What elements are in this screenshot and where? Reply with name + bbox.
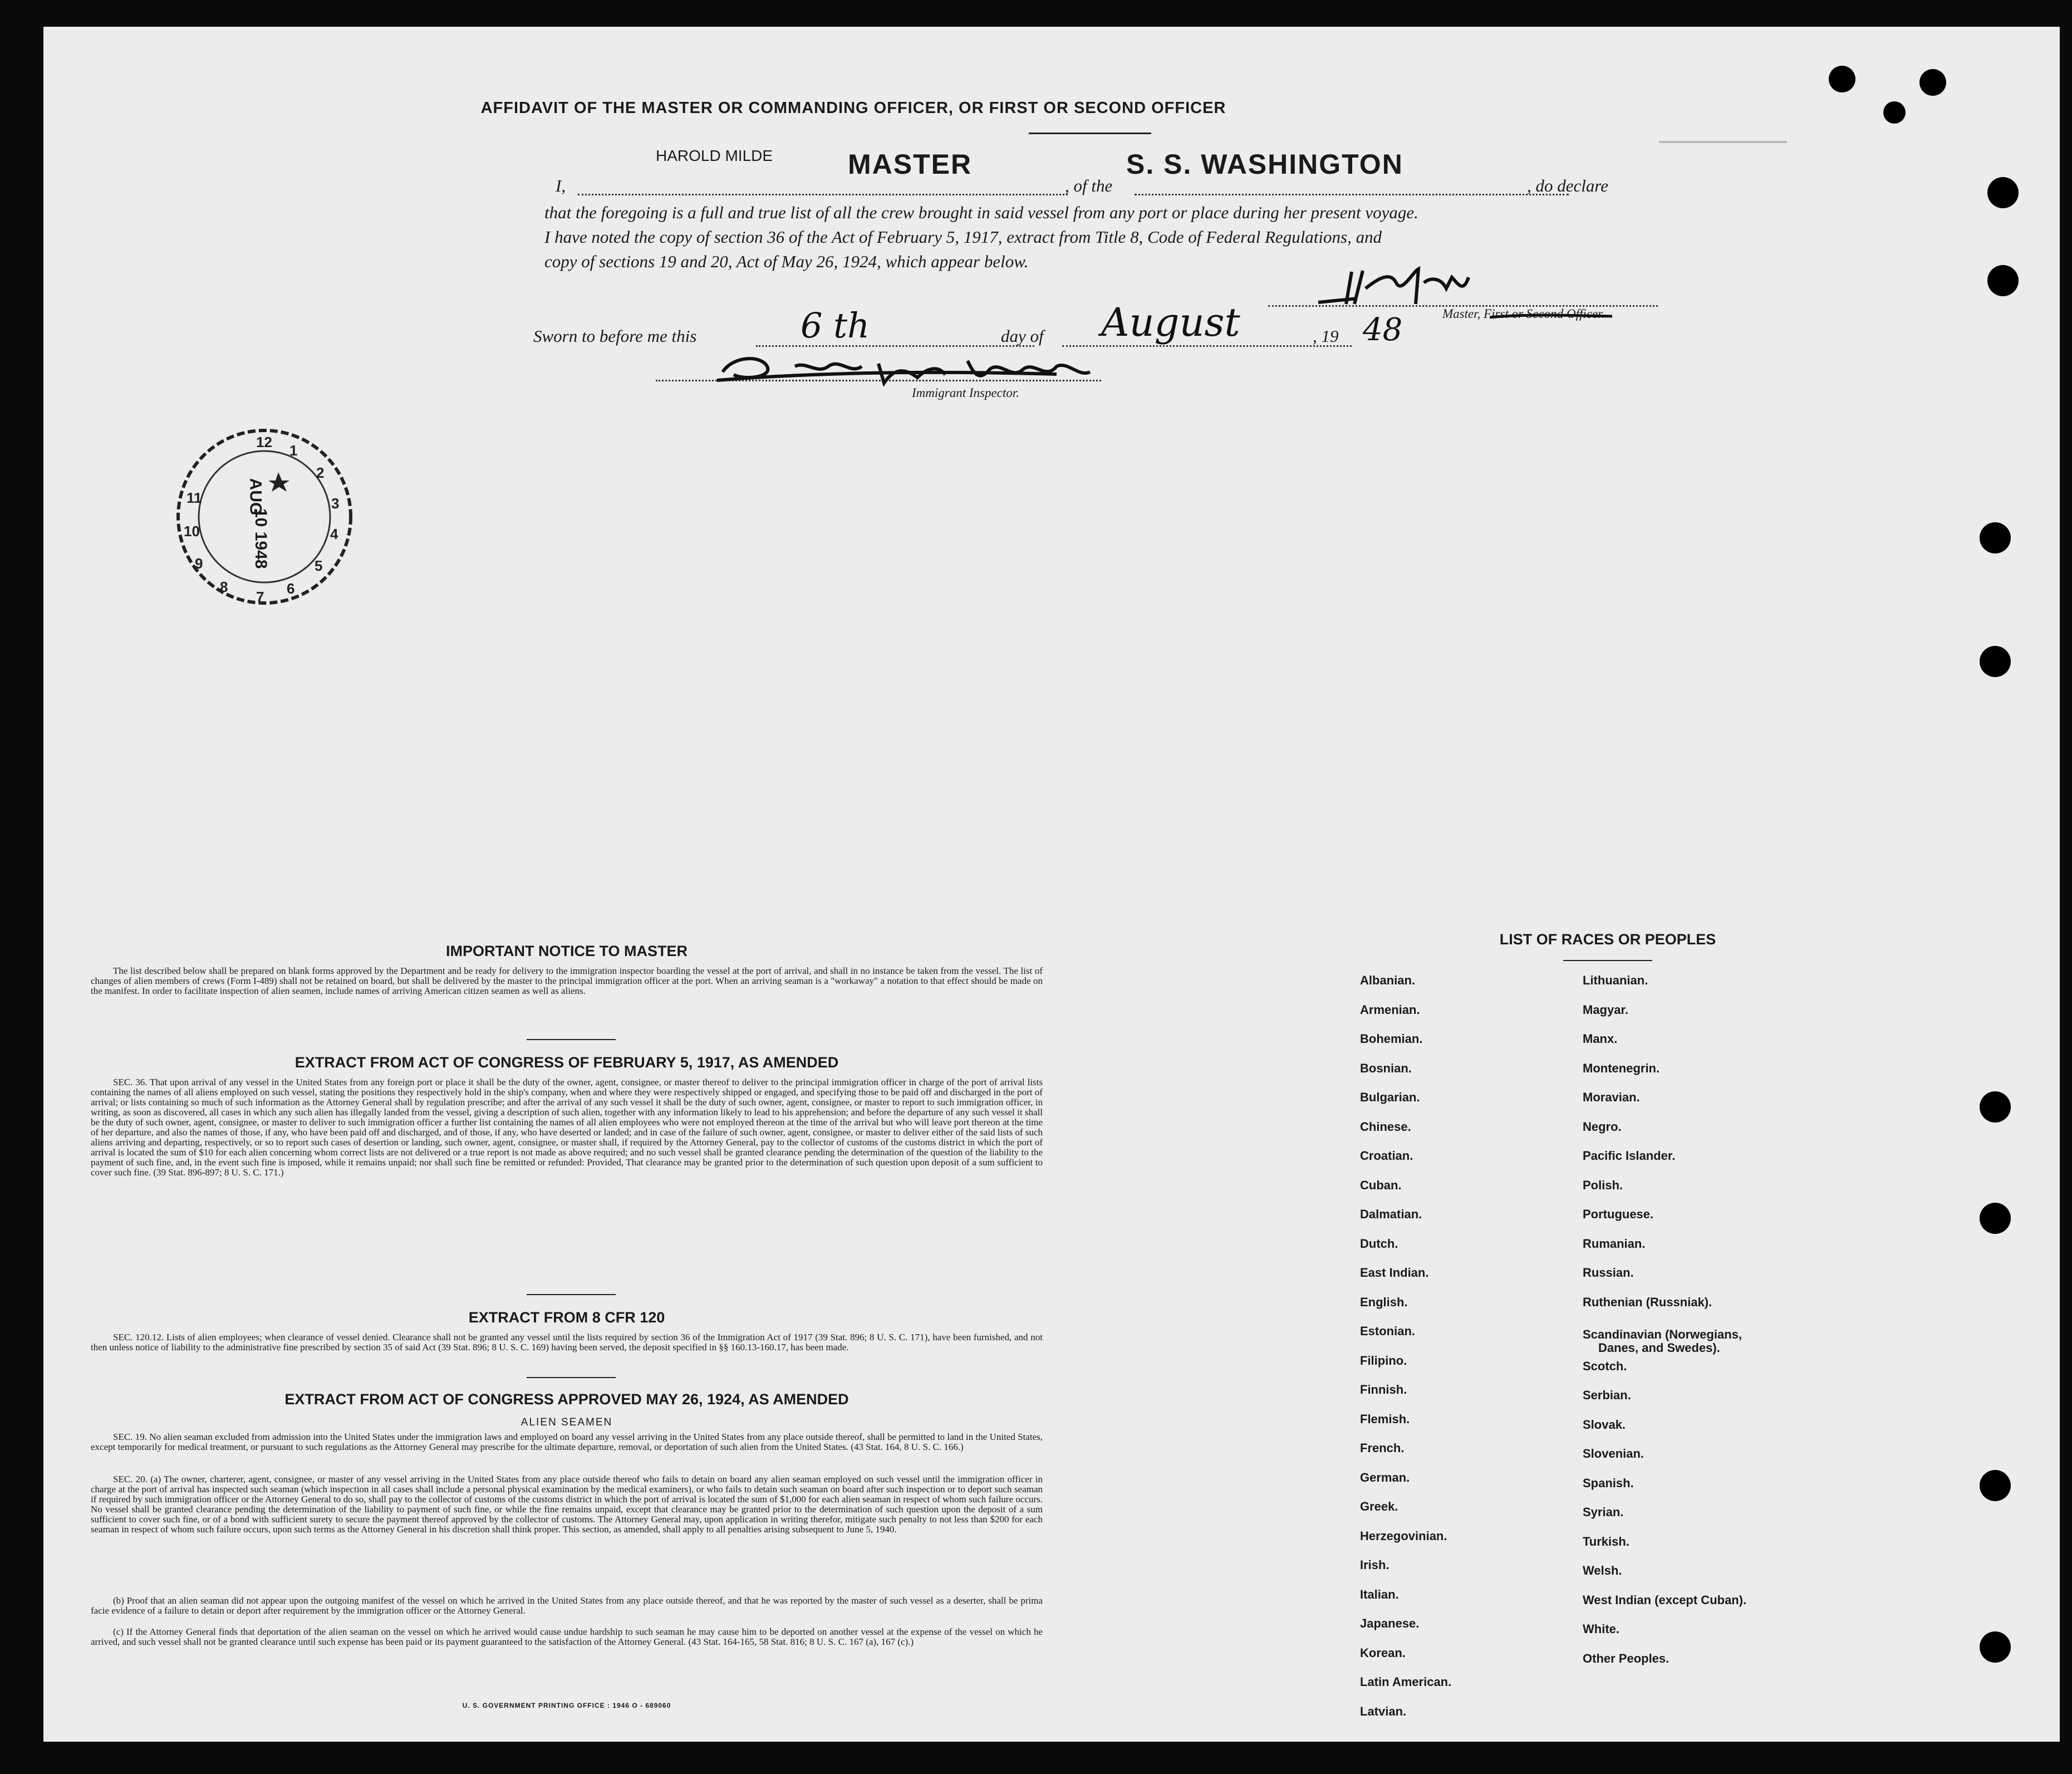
- binder-hole: [1980, 1203, 2011, 1234]
- race-item: Armenian.: [1360, 1002, 1420, 1017]
- pencil-mark: [1659, 141, 1787, 143]
- extract-1917-text: SEC. 36. That upon arrival of any vessel in the United States from any foreign port or place it shall be the duty of the owner, agent, consignee, or master thereof to deliver to the principal immigration officer in charge of the port of arrival lists containing the names of all aliens employed on such vessel, stating the positions they respectively hold in the ship's company, when and where they were respectively shipped or engaged, and specifying those to be paid off and discharged in the port of arrival; or lists containing so much of such information as the Attorney General shall by regulation prescribe; and after the arrival of any such vessel it shall be the duty of such owner, agent, consignee, or master to report to such immigration officer, in writing, as soon as discovered, all cases in which any such alien has illegally landed from the vessel, giving a description of such alien, together with any information likely to lead to his apprehension; and before the departure of any such vessel it shall be the duty of such owner, agent, consignee, or master to deliver to such immigration officer a further list containing the names of all alien employees who were not employed thereon at the time of the arrival but who will leave port thereon at the time of her departure, and also the names of those, if any, who have been paid off and discharged, and of those, if any, who have deserted or landed; and in case of the failure of such owner, agent, consignee, or master to deliver either of the said lists of such aliens arriving and departing, respectively, or so to report such cases of desertion or landing, such owner, agent, consignee, or master shall, if required by the Attorney General, pay to the collector of customs of the customs district in which the port of arrival is located the sum of $10 for each alien concerning whom correct lists are not delivered or a true report is not made as above required; and no such vessel shall be granted clearance pending the determination of the question of the liability to the payment of such fine, and, in the event such fine is imposed, while it remains unpaid; nor shall such fine be remitted or refunded: Provided, That clearance may be granted prior to the determination of such question upon deposit of a sum sufficient to cover such fine. (39 Stat. 896-897; 8 U. S. C. 171.): [91, 1077, 1043, 1178]
- extract-8cfr-text: SEC. 120.12. Lists of alien employees; when clearance of vessel denied. Clearance shall not be granted any vessel until the lists required by section 36 of the Immigration Act of 1917 (39 Stat. 896; 8 U. S. C. 171), have been furnished, and not then unless notice of liability to the administrative fine prescribed by section 35 of said Act (39 Stat. 896; 8 U. S. C. 169) having been served, the deposit specified in §§ 160.13-160.17, has been made.: [91, 1332, 1043, 1352]
- binder-hole: [1980, 1631, 2011, 1663]
- alien-seamen-subtitle: ALIEN SEAMEN: [521, 1417, 613, 1428]
- master-caption: Master, First or Second Officer.: [1442, 307, 1605, 321]
- race-item: German.: [1360, 1470, 1410, 1484]
- vessel-name: S. S. WASHINGTON: [1126, 149, 1403, 180]
- race-item: Croatian.: [1360, 1149, 1413, 1163]
- inspector-caption: Immigrant Inspector.: [912, 386, 1019, 400]
- svg-text:6: 6: [287, 580, 295, 597]
- binder-hole: [1829, 66, 1855, 92]
- race-item: White.: [1583, 1622, 1619, 1636]
- extract-8cfr-title: EXTRACT FROM 8 CFR 120: [468, 1309, 665, 1326]
- svg-text:4: 4: [330, 526, 338, 542]
- svg-text:12: 12: [256, 434, 272, 450]
- race-item: Bohemian.: [1360, 1032, 1423, 1046]
- declaration-line-3: I have noted the copy of section 36 of the Act of February 5, 1917, extract from Title 8, Code of Federal Regulations, and: [544, 227, 1382, 247]
- race-item: Italian.: [1360, 1587, 1399, 1601]
- race-item: Slovenian.: [1583, 1447, 1644, 1461]
- race-item: Irish.: [1360, 1558, 1389, 1572]
- race-item: Rumanian.: [1583, 1236, 1646, 1251]
- date-stamp: [173, 425, 356, 609]
- races-column-2: [1583, 973, 1861, 1753]
- binder-hole: [1980, 1091, 2011, 1123]
- race-item: Chinese.: [1360, 1119, 1411, 1134]
- sworn-year: 48: [1363, 312, 1403, 348]
- race-item: Latin American.: [1360, 1675, 1452, 1689]
- races-title: LIST OF RACES OR PEOPLES: [1499, 931, 1716, 948]
- race-item: Finnish.: [1360, 1383, 1407, 1396]
- race-item: East Indian.: [1360, 1266, 1429, 1280]
- svg-text:2: 2: [316, 464, 325, 481]
- svg-text:7: 7: [256, 589, 264, 605]
- race-item: Bosnian.: [1360, 1061, 1412, 1075]
- race-item: French.: [1360, 1441, 1405, 1455]
- sec19-text: SEC. 19. No alien seaman excluded from admission into the United States under the immigration laws and employed on board any vessel arriving in the United States from any place outside thereof, shall be permitted to land in the United States, except temporarily for medical treatment, or pursuant to such regulations as the Attorney General may prescribe for the ultimate departure, removal, or deportation of such alien from the United States. (43 Stat. 164, 8 U. S. C. 166.): [91, 1432, 1043, 1452]
- race-item: Danes, and Swedes).: [1598, 1341, 1720, 1355]
- sworn-day: 6 th: [801, 305, 870, 346]
- binder-hole: [1980, 646, 2011, 677]
- race-item: Scotch.: [1583, 1359, 1627, 1373]
- race-item: Estonian.: [1360, 1324, 1416, 1338]
- title-rule: [1029, 133, 1151, 134]
- notice-text: The list described below shall be prepared on blank forms approved by the Department and be ready for delivery to the immigration inspector boarding the vessel at the port of arrival, and shall in no instance be taken from the vessel. The list of changes of alien members of crews (Form I-489) shall not be retained on board, but shall be delivered by the master to the principal immigration officer at the port. When an arriving seaman is a "workaway" a notation to that effect should be made on the manifest. In order to facilitate inspection of alien seamen, include names of arriving American citizen seamen as well as aliens.: [91, 966, 1043, 996]
- race-item: Polish.: [1583, 1178, 1623, 1192]
- svg-text:8: 8: [220, 579, 228, 595]
- race-item: Lithuanian.: [1583, 973, 1648, 987]
- name-line: [578, 194, 1068, 195]
- document-sheet: [43, 27, 2060, 1742]
- race-item: Cuban.: [1360, 1178, 1402, 1192]
- binder-hole: [1987, 265, 2019, 296]
- races-rule: [1563, 960, 1652, 961]
- race-item: Syrian.: [1583, 1505, 1624, 1519]
- declaration-line-2: that the foregoing is a full and true list of all the crew brought in said vessel from any port or place during her present voyage.: [544, 203, 1418, 222]
- sec20b-text: (b) Proof that an alien seaman did not appear upon the outgoing manifest of the vessel on which he arrived in the United States from any place outside thereof, and that he was reported by the master of such vessel as a deserter, shall be prima facie evidence of a failure to detain or deport after requirement by the immigration officer or the Attorney General.: [91, 1595, 1043, 1616]
- race-item: Portuguese.: [1583, 1207, 1654, 1221]
- race-item: Montenegrin.: [1583, 1061, 1660, 1075]
- strikethrough-mark: [1490, 312, 1612, 323]
- svg-text:3: 3: [331, 495, 340, 512]
- sec20c-text: (c) If the Attorney General finds that deportation of the alien seaman on the vessel on which he arrived would cause undue hardship to such seaman he may cause him to be deported on another vessel at the expense of the vessel on which he arrived, and such vessel shall not be granted clearance until such expense has been paid or its payment guaranteed to the satisfaction of the Attorney General. (43 Stat. 164-165, 58 Stat. 816; 8 U. S. C. 167 (a), 167 (c).): [91, 1626, 1043, 1647]
- extract-1924-title: EXTRACT FROM ACT OF CONGRESS APPROVED MAY 26, 1924, AS AMENDED: [284, 1391, 849, 1408]
- race-item: Moravian.: [1583, 1090, 1640, 1104]
- race-item: Slovak.: [1583, 1417, 1626, 1432]
- race-item: Bulgarian.: [1360, 1090, 1420, 1104]
- extract-1917-title: EXTRACT FROM ACT OF CONGRESS OF FEBRUARY 5, 1917, AS AMENDED: [294, 1054, 839, 1071]
- race-item: Spanish.: [1583, 1476, 1634, 1490]
- notice-title: IMPORTANT NOTICE TO MASTER: [446, 943, 688, 959]
- svg-text:5: 5: [315, 557, 323, 574]
- race-item: Greek.: [1360, 1499, 1398, 1513]
- race-item: Serbian.: [1583, 1388, 1631, 1402]
- race-item: Korean.: [1360, 1645, 1406, 1660]
- sworn-month: August: [1101, 300, 1240, 345]
- race-item: Latvian.: [1360, 1704, 1407, 1718]
- race-item: English.: [1360, 1295, 1408, 1309]
- race-item: Other Peoples.: [1583, 1651, 1670, 1665]
- master-signature: [1313, 261, 1513, 311]
- svg-text:1: 1: [289, 442, 298, 459]
- race-item: Flemish.: [1360, 1412, 1410, 1426]
- binder-hole: [1980, 1470, 2011, 1501]
- race-item: Herzegovinian.: [1360, 1528, 1447, 1543]
- race-item: Albanian.: [1360, 973, 1416, 987]
- race-item: Ruthenian (Russniak).: [1583, 1295, 1712, 1309]
- svg-text:9: 9: [195, 555, 203, 572]
- do-declare-label: , do declare: [1527, 176, 1609, 195]
- race-item: Dalmatian.: [1360, 1207, 1422, 1221]
- affidavit-title: AFFIDAVIT OF THE MASTER OR COMMANDING OFFICER, OR FIRST OR SECOND OFFICER: [480, 99, 1226, 117]
- declaration-line-4: copy of sections 19 and 20, Act of May 26, 1924, which appear below.: [544, 252, 1029, 271]
- race-item: Pacific Islander.: [1583, 1149, 1676, 1163]
- svg-text:11: 11: [186, 489, 202, 506]
- master-name: HAROLD MILDE: [656, 147, 773, 164]
- sec20a-text: SEC. 20. (a) The owner, charterer, agent, consignee, or master of any vessel arriving in the United States from any place outside thereof who fails to detain on board any alien seaman employed on such vessel until the immigration officer in charge at the port of arrival has inspected such seaman (which inspection in all cases shall include a personal physical examination by the medical examiners), or who fails to detain such seaman on board after such inspection or to deport such seaman if required by such immigration officer or the Attorney General to do so, shall pay to the collector of customs of the customs district in which the port of arrival is located the sum of $1,000 for each alien seaman in respect of whom such failure occurs. No vessel shall be granted clearance pending the determination of the liability to payment of such fine, or while the fine remains unpaid, except that clearance may be granted prior to the determination of such question upon the deposit of a sum sufficient to cover such fine, or of a bond with sufficient surety to secure the payment thereof approved by the collector of customs. The Attorney General may, upon application in writing therefor, mitigate such penalty to not less than $200 for each seaman in respect of whom such failure occurs, upon such terms as the Attorney General in his discretion shall think proper. This section, as amended, shall apply to all penalties arising subsequent to June 5, 1940.: [91, 1474, 1043, 1535]
- stamp-month: AUG: [246, 478, 265, 516]
- race-item: Scandinavian (Norwegians,: [1583, 1327, 1742, 1341]
- race-item: Welsh.: [1583, 1564, 1622, 1577]
- svg-text:10: 10: [184, 523, 200, 540]
- month-line: [1062, 345, 1352, 347]
- day-of-label: day of: [1001, 326, 1044, 346]
- notice-rule: [527, 1039, 616, 1040]
- of-the-label: , of the: [1065, 176, 1113, 195]
- sworn-label: Sworn to before me this: [533, 326, 697, 346]
- binder-hole: [1980, 522, 2011, 553]
- binder-hole: [1919, 69, 1946, 96]
- race-item: Japanese.: [1360, 1616, 1420, 1630]
- extract-1917-rule: [527, 1294, 616, 1295]
- race-item: Magyar.: [1583, 1002, 1628, 1017]
- race-item: Filipino.: [1360, 1353, 1407, 1368]
- stamp-date: 10 1948: [252, 508, 270, 569]
- race-item: Turkish.: [1583, 1534, 1629, 1548]
- i-label: I,: [556, 176, 566, 195]
- year-prefix: , 19: [1313, 326, 1339, 346]
- extract-8cfr-rule: [527, 1377, 616, 1378]
- race-item: Russian.: [1583, 1266, 1634, 1280]
- binder-hole: [1987, 177, 2019, 208]
- sworn-day-line: [756, 345, 1034, 347]
- master-rank: MASTER: [848, 149, 973, 180]
- printer-imprint: U. S. GOVERNMENT PRINTING OFFICE : 1946 O - 689060: [462, 1702, 671, 1709]
- vessel-line: [1135, 194, 1569, 195]
- races-column-1: [1360, 973, 1544, 1753]
- race-item: Negro.: [1583, 1119, 1622, 1134]
- race-item: West Indian (except Cuban).: [1583, 1592, 1747, 1607]
- race-item: Dutch.: [1360, 1236, 1398, 1251]
- race-item: Manx.: [1583, 1032, 1618, 1046]
- binder-hole: [1883, 101, 1906, 124]
